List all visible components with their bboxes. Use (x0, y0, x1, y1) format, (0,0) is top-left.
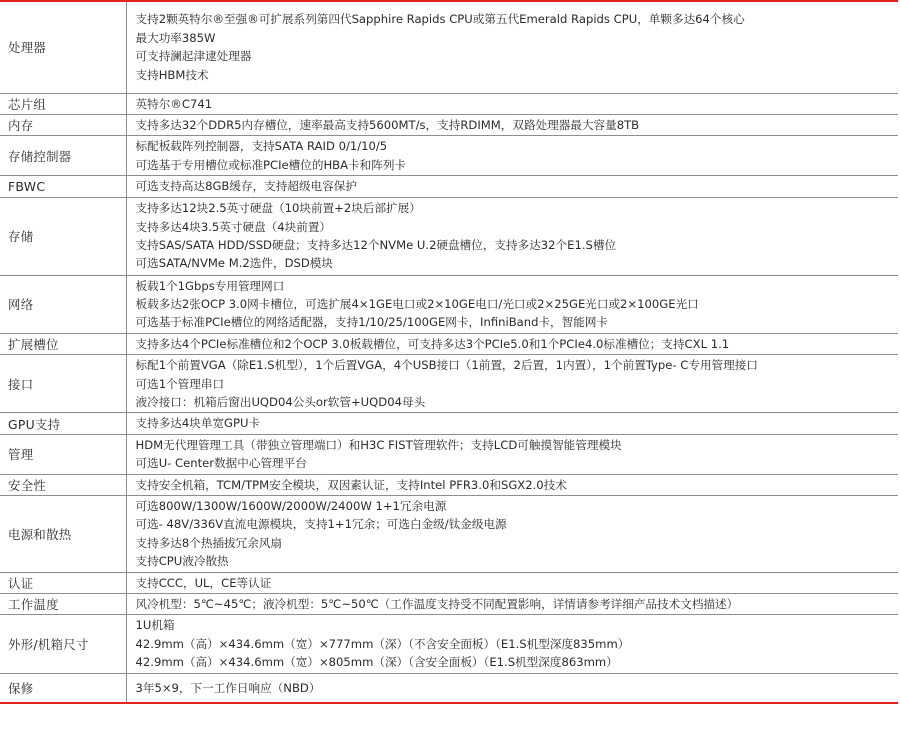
spec-label: 工作温度 (0, 594, 126, 615)
spec-label: 芯片组 (0, 93, 126, 114)
spec-value (126, 496, 898, 573)
spec-row-memory (0, 114, 898, 135)
spec-label: 认证 (0, 572, 126, 593)
spec-row-certification (0, 572, 898, 593)
spec-value-line: 支持CCC，UL，CE等认证 (135, 575, 272, 590)
spec-row-management (0, 434, 898, 474)
spec-value-line: 标配板载阵列控制器，支持SATA RAID 0/1/10/5 (135, 139, 388, 154)
spec-value-line: 支持2颗英特尔®至强®可扩展系列第四代Sapphire Rapids CPU或第五代Emerald Rapids CPU，单颗多达64个核心 (135, 12, 745, 27)
spec-value-line: 支持CPU液冷散热 (135, 554, 229, 569)
spec-value-line: 标配1个前置VGA（除E1.S机型），1个后置VGA，4个USB接口（1前置，2后置，1内置），1个前置Type- C专用管理接口 (135, 358, 758, 373)
spec-row-security (0, 474, 898, 495)
spec-value (126, 474, 898, 495)
spec-value-line: 可选基于标准PCIe槽位的网络适配器，支持1/10/25/100GE网卡，InfiniBand卡，智能网卡 (135, 315, 609, 330)
spec-row-power-cooling (0, 496, 898, 573)
spec-value-line: 可选1个管理串口 (135, 376, 225, 391)
spec-value (126, 673, 898, 703)
spec-row-storage (0, 197, 898, 275)
spec-value-line: HDM无代理管理工具（带独立管理端口）和H3C FIST管理软件；支持LCD可触摸智能管理模块 (135, 437, 622, 452)
spec-label: 接口 (0, 355, 126, 413)
spec-row-cpu (0, 1, 898, 93)
spec-value (126, 333, 898, 354)
spec-row-fbwc (0, 176, 898, 197)
spec-value-line: 支持SAS/SATA HDD/SSD硬盘；支持多达12个NVMe U.2硬盘槽位，支持多达32个E1.S槽位 (135, 238, 617, 253)
spec-value-line: 可选基于专用槽位或标准PCIe槽位的HBA卡和阵列卡 (135, 157, 407, 172)
spec-label: GPU支持 (0, 413, 126, 434)
spec-row-storage-controller (0, 136, 898, 176)
spec-label: 安全性 (0, 474, 126, 495)
spec-value-line: 支持多达8个热插拔冗余风扇 (135, 535, 283, 550)
spec-value-line: 可支持澜起津逮处理器 (135, 49, 252, 64)
spec-value (126, 1, 898, 93)
spec-value-line: 支持HBM技术 (135, 67, 209, 82)
spec-value (126, 93, 898, 114)
spec-value-line: 支持多达32个DDR5内存槽位，速率最高支持5600MT/s，支持RDIMM，双路处理器最大容量8TB (135, 117, 640, 132)
spec-label: 外形/机箱尺寸 (0, 615, 126, 673)
spec-value-line: 支持安全机箱，TCM/TPM安全模块，双因素认证，支持Intel PFR3.0和SGX2.0技术 (135, 477, 567, 492)
spec-label: 存储控制器 (0, 136, 126, 176)
spec-value (126, 615, 898, 673)
spec-value-line: 最大功率385W (135, 30, 216, 45)
spec-label: 处理器 (0, 1, 126, 93)
spec-label: FBWC (0, 176, 126, 197)
spec-value-line: 1U机箱 (135, 618, 175, 633)
spec-label: 扩展槽位 (0, 333, 126, 354)
spec-value-line: 板载1个1Gbps专用管理网口 (135, 278, 285, 293)
spec-row-chipset (0, 93, 898, 114)
spec-row-expansion-slots (0, 333, 898, 354)
spec-row-form-factor (0, 615, 898, 673)
spec-value (126, 572, 898, 593)
spec-value-line: 可选SATA/NVMe M.2选件，DSD模块 (135, 256, 333, 271)
spec-value (126, 355, 898, 413)
spec-value-line: 液冷接口：机箱后窗出UQD04公头or软管+UQD04母头 (135, 394, 426, 409)
spec-table-body (0, 1, 898, 703)
spec-value-line: 42.9mm（高）×434.6mm（宽）×805mm（深）（含安全面板）（E1.S机型深度863mm） (135, 655, 618, 670)
spec-value (126, 434, 898, 474)
spec-value-line: 支持多达12块2.5英寸硬盘（10块前置+2块后部扩展） (135, 201, 421, 216)
spec-value (126, 136, 898, 176)
spec-value (126, 275, 898, 333)
spec-value (126, 197, 898, 275)
spec-row-temperature (0, 594, 898, 615)
spec-row-interfaces (0, 355, 898, 413)
spec-value (126, 114, 898, 135)
spec-value-line: 板载多达2张OCP 3.0网卡槽位，可选扩展4×1GE电口或2×10GE电口/光口或2×25GE光口或2×100GE光口 (135, 296, 699, 311)
spec-value-line: 42.9mm（高）×434.6mm（宽）×777mm（深）（不含安全面板）（E1.S机型深度835mm） (135, 636, 630, 651)
spec-row-warranty (0, 673, 898, 703)
spec-label: 电源和散热 (0, 496, 126, 573)
spec-value (126, 413, 898, 434)
spec-value (126, 594, 898, 615)
spec-value-line: 可选800W/1300W/1600W/2000W/2400W 1+1冗余电源 (135, 499, 447, 513)
spec-row-network (0, 275, 898, 333)
spec-label: 网络 (0, 275, 126, 333)
spec-value (126, 176, 898, 197)
spec-label: 管理 (0, 434, 126, 474)
spec-value-line: 支持多达4块3.5英寸硬盘（4块前置） (135, 219, 332, 234)
spec-label: 存储 (0, 197, 126, 275)
spec-value-line: 支持多达4块单宽GPU卡 (135, 416, 261, 431)
spec-row-gpu (0, 413, 898, 434)
spec-label: 保修 (0, 673, 126, 703)
spec-value-line: 可选U- Center数据中心管理平台 (135, 456, 307, 471)
spec-value-line: 3年5×9，下一工作日响应（NBD） (135, 680, 321, 695)
spec-value-line: 风冷机型：5℃~45℃；液冷机型：5℃~50℃（工作温度支持受不同配置影响，详情请参考详细产品技术文档描述） (135, 597, 739, 612)
spec-value-line: 可选- 48V/336V直流电源模块，支持1+1冗余；可选白金级/钛金级电源 (135, 517, 507, 532)
spec-value-line: 可选支持高达8GB缓存，支持超级电容保护 (135, 179, 357, 194)
spec-value-line: 英特尔®C741 (135, 96, 213, 111)
spec-label: 内存 (0, 114, 126, 135)
spec-value-line: 支持多达4个PCIe标准槽位和2个OCP 3.0板载槽位，可支持多达3个PCIe5.0和1个PCIe4.0标准槽位；支持CXL 1.1 (135, 336, 730, 351)
